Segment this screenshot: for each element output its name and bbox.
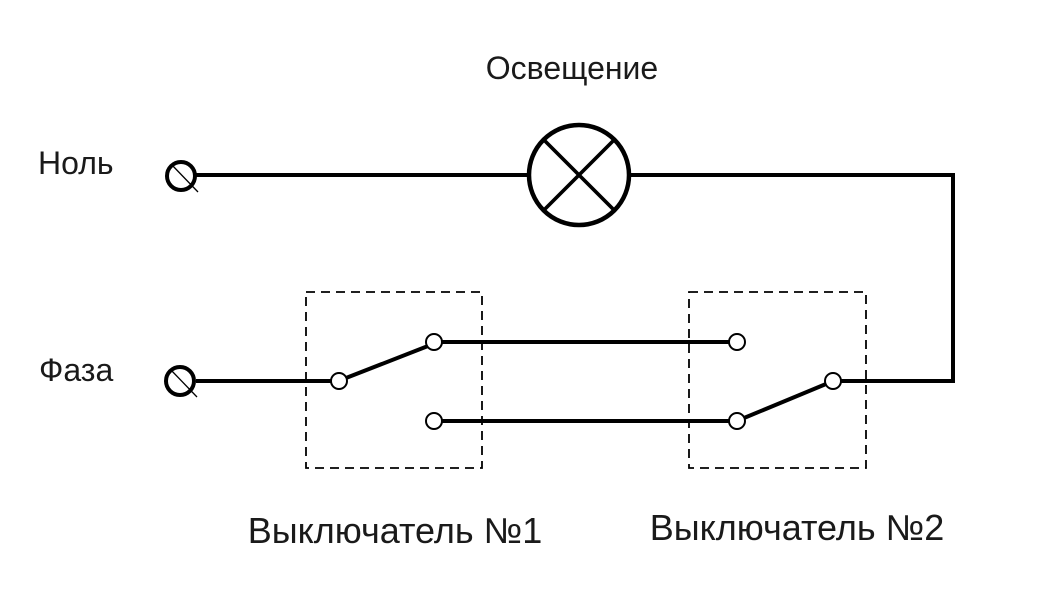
switch1-icon — [331, 334, 442, 429]
phase-label: Фаза — [39, 352, 114, 388]
title-label: Освещение — [485, 50, 659, 86]
switch1-label: Выключатель №1 — [247, 510, 543, 551]
switch2-label: Выключатель №2 — [649, 507, 945, 548]
lamp-icon — [529, 125, 629, 225]
switch2-icon — [729, 334, 841, 429]
neutral-terminal-icon — [167, 162, 198, 192]
neutral-label: Ноль — [38, 145, 114, 181]
phase-terminal-icon — [166, 367, 197, 397]
lamp-return-wire — [629, 175, 953, 381]
